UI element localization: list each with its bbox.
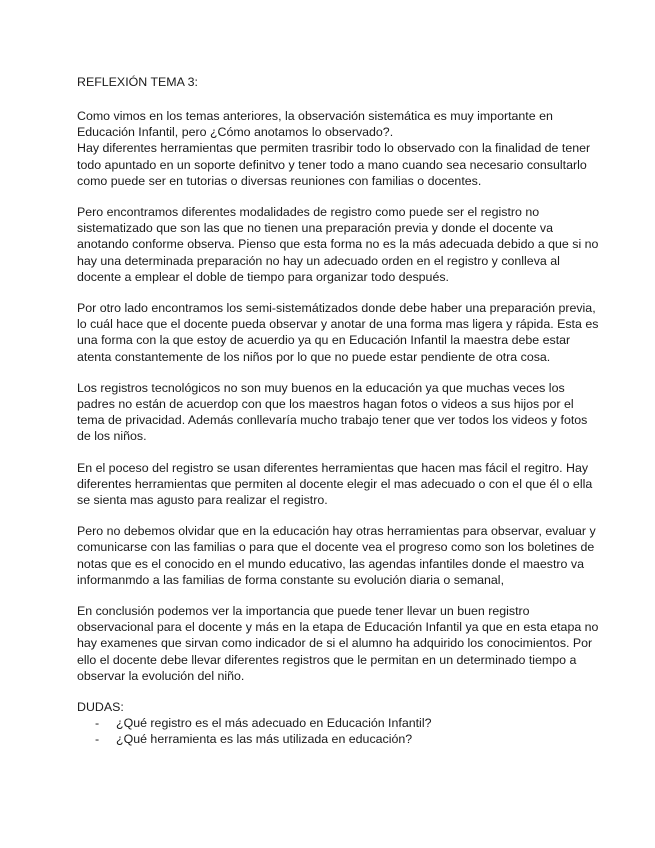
- paragraph-line: Como vimos en los temas anteriores, la observación sistemática es muy importante en: [77, 109, 553, 123]
- paragraph-line: Por otro lado encontramos los semi-sistemátizados donde debe haber una preparación previa,: [77, 301, 596, 316]
- paragraph-2: [77, 204, 599, 285]
- paragraph-line: En el poceso del registro se usan diferentes herramientas que hacen mas fácil el regitro. Hay: [77, 460, 589, 475]
- paragraph-4: [77, 380, 588, 445]
- paragraph-5: [77, 460, 593, 509]
- question-text: ¿Qué herramienta es las más utilizada en educación?: [116, 732, 413, 747]
- paragraph-line: se sienta mas agusto para realizar el registro.: [77, 493, 328, 508]
- paragraph-3: [77, 300, 599, 365]
- paragraph-line: lo cuál hace que el docente pueda observar y anotar de una forma mas ligera y rápida. Esta es: [77, 317, 599, 332]
- dudas-section: [77, 699, 557, 747]
- paragraph-line: Educación Infantil, pero ¿Cómo anotamos lo observado?.: [77, 125, 394, 140]
- paragraph-line: hay examenes que sirvan como indicador de si el alumno ha adquirido los conocimientos. Por: [77, 636, 593, 651]
- paragraph-line: Los registros tecnológicos no son muy buenos en la educación ya que muchas veces los: [77, 380, 565, 395]
- dash-bullet: -: [95, 716, 100, 731]
- list-item: [77, 731, 557, 747]
- paragraph-line: notas que es el conocido en el mundo educativo, las agendas infantiles donde el maestro va: [77, 556, 584, 571]
- paragraph-line: una forma con la que estoy de acuerdio ya qu en Educación Infantil la maestra debe estar: [77, 333, 571, 348]
- dash-bullet: -: [95, 732, 100, 747]
- document-page: [77, 74, 599, 747]
- paragraph-line: todo apuntado en un soporte definitvo y tener todo a mano cuando sea necesario consultarlo: [77, 157, 587, 172]
- paragraph-line: diferentes herramientas que permiten al docente elegir el mas adecuado o con el que él o ella: [77, 476, 593, 491]
- paragraph-line: sistematizado que son las que no tienen una preparación previa y donde el docente va: [77, 221, 553, 236]
- paragraph-line: informanmdo a las familias de forma constante su evolución diaria o semanal,: [77, 572, 505, 587]
- paragraph-line: hay una determinada preparación no hay un adecuado orden en el registro y conlleva al: [77, 253, 560, 268]
- paragraph-1: [77, 108, 591, 189]
- list-item: [77, 715, 557, 731]
- paragraph-line: ello el docente debe llevar diferentes registros que le permitan en un determinado tiempo a: [77, 652, 577, 667]
- question-text: ¿Qué registro es el más adecuado en Educación Infantil?: [116, 716, 432, 731]
- paragraph-line: anotando conforme observa. Pienso que esta forma no es la más adecuada debido a que si no: [77, 237, 599, 252]
- paragraph-line: En conclusión podemos ver la importancia que puede tener llevar un buen registro: [77, 604, 530, 619]
- paragraph-line: docente a emplear el doble de tiempo para organizar todo después.: [77, 269, 449, 284]
- paragraph-line: atenta constantemente de los niños por lo que no puede estar pendiente de otra cosa.: [77, 349, 551, 364]
- paragraph-7: [77, 603, 599, 684]
- paragraph-line: Pero encontramos diferentes modalidades de registro como puede ser el registro no: [77, 205, 540, 220]
- document-title: REFLEXIÓN TEMA 3:: [77, 75, 198, 89]
- dudas-list: [77, 715, 557, 747]
- paragraph-line: padres no están de acuerdop con que los maestros hagan fotos o videos a sus hijos por el: [77, 397, 574, 412]
- paragraph-line: de los niños.: [77, 429, 147, 444]
- paragraph-line: tema de privacidad. Además conllevaría mucho trabajo tener que ver todos los videos y fotos: [77, 413, 588, 428]
- dudas-heading: DUDAS:: [77, 700, 124, 715]
- paragraph-line: Hay diferentes herramientas que permiten trasribir todo lo observado con la finalidad de tener: [77, 141, 591, 156]
- paragraph-line: comunicarse con las familias o para que el docente vea el progreso como son los boletines de: [77, 540, 595, 555]
- paragraph-line: observacional para el docente y más en la etapa de Educación Infantil ya que en esta etapa no: [77, 620, 599, 635]
- paragraph-line: como puede ser en tutorias o diversas reuniones con familias o docentes.: [77, 173, 482, 188]
- paragraph-line: observar la evolución del niño.: [77, 668, 245, 683]
- paragraph-line: Pero no debemos olvidar que en la educación hay otras herramientas para observar, evaluar y: [77, 524, 596, 539]
- paragraph-6: [77, 523, 596, 588]
